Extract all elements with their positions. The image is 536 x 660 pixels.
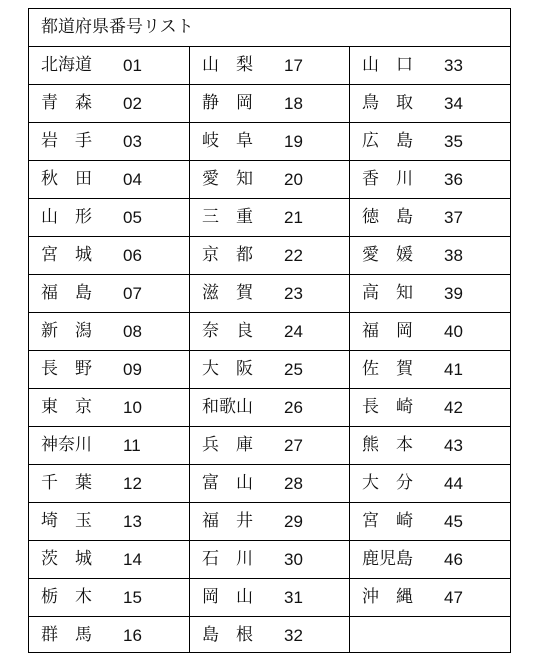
prefecture-cell — [190, 199, 351, 237]
prefecture-number: 22 — [284, 246, 303, 265]
prefecture-name: 福 岡 — [362, 321, 413, 341]
prefecture-cell — [190, 313, 351, 351]
prefecture-number: 15 — [123, 588, 142, 607]
prefecture-name: 青 森 — [41, 93, 92, 113]
prefecture-name: 和歌山 — [202, 397, 253, 417]
prefecture-number: 23 — [284, 284, 303, 303]
prefecture-cell — [29, 161, 190, 199]
prefecture-name: 大 阪 — [202, 359, 253, 379]
prefecture-name: 長 野 — [41, 359, 92, 379]
prefecture-number: 44 — [444, 474, 463, 493]
prefecture-number: 11 — [123, 436, 141, 455]
prefecture-number: 12 — [123, 474, 142, 493]
column-2 — [189, 47, 351, 653]
prefecture-name: 大 分 — [362, 473, 413, 493]
prefecture-name: 山 形 — [41, 207, 92, 227]
prefecture-cell — [190, 389, 351, 427]
prefecture-name: 北海道 — [41, 55, 92, 75]
prefecture-number: 29 — [284, 512, 303, 531]
prefecture-number: 46 — [444, 550, 463, 569]
prefecture-number: 10 — [123, 398, 142, 417]
prefecture-cell — [350, 503, 511, 541]
prefecture-name: 山 梨 — [202, 55, 253, 75]
prefecture-name: 秋 田 — [41, 169, 92, 189]
prefecture-number: 26 — [284, 398, 303, 417]
prefecture-name: 群 馬 — [41, 625, 92, 645]
prefecture-name: 鳥 取 — [362, 93, 413, 113]
prefecture-cell — [29, 199, 190, 237]
prefecture-cell — [350, 579, 511, 617]
prefecture-cell — [350, 123, 511, 161]
prefecture-name: 滋 賀 — [202, 283, 253, 303]
prefecture-cell — [29, 389, 190, 427]
prefecture-name: 沖 縄 — [362, 587, 413, 607]
prefecture-number: 05 — [123, 208, 142, 227]
prefecture-cell — [350, 85, 511, 123]
prefecture-number: 14 — [123, 550, 142, 569]
prefecture-name: 岡 山 — [202, 587, 253, 607]
prefecture-name: 島 根 — [202, 625, 253, 645]
prefecture-number: 19 — [284, 132, 303, 151]
prefecture-name: 長 崎 — [362, 397, 413, 417]
prefecture-cell — [190, 123, 351, 161]
prefecture-number: 04 — [123, 170, 142, 189]
prefecture-name: 佐 賀 — [362, 359, 413, 379]
prefecture-number: 31 — [284, 588, 303, 607]
prefecture-name: 新 潟 — [41, 321, 92, 341]
prefecture-number: 02 — [123, 94, 142, 113]
prefecture-cell — [29, 313, 190, 351]
prefecture-number: 06 — [123, 246, 142, 265]
prefecture-number: 16 — [123, 626, 142, 645]
prefecture-cell — [190, 541, 351, 579]
prefecture-cell — [190, 237, 351, 275]
prefecture-cell — [190, 85, 351, 123]
prefecture-cell — [29, 275, 190, 313]
prefecture-number: 08 — [123, 322, 142, 341]
prefecture-number: 07 — [123, 284, 142, 303]
prefecture-name: 広 島 — [362, 131, 413, 151]
prefecture-number-table — [28, 8, 511, 653]
prefecture-number: 47 — [444, 588, 463, 607]
prefecture-cell — [29, 47, 190, 85]
prefecture-cell — [350, 161, 511, 199]
prefecture-cell — [29, 617, 190, 655]
prefecture-name: 神奈川 — [41, 435, 92, 455]
prefecture-name: 奈 良 — [202, 321, 253, 341]
prefecture-name: 高 知 — [362, 283, 413, 303]
prefecture-name: 東 京 — [41, 397, 92, 417]
prefecture-number: 03 — [123, 132, 142, 151]
prefecture-number: 38 — [444, 246, 463, 265]
column-1 — [29, 47, 190, 653]
prefecture-cell — [350, 199, 511, 237]
table-title: 都道府県番号リスト — [29, 9, 510, 47]
empty-cell — [350, 617, 511, 655]
prefecture-name: 石 川 — [202, 549, 253, 569]
prefecture-name: 徳 島 — [362, 207, 413, 227]
prefecture-name: 岐 阜 — [202, 131, 253, 151]
prefecture-number: 36 — [444, 170, 463, 189]
prefecture-name: 埼 玉 — [41, 511, 92, 531]
prefecture-number: 01 — [123, 56, 142, 75]
prefecture-cell — [29, 123, 190, 161]
prefecture-name: 香 川 — [362, 169, 413, 189]
prefecture-cell — [29, 503, 190, 541]
prefecture-cell — [190, 503, 351, 541]
prefecture-name: 愛 知 — [202, 169, 253, 189]
prefecture-name: 静 岡 — [202, 93, 253, 113]
prefecture-number: 17 — [284, 56, 303, 75]
prefecture-cell — [350, 47, 511, 85]
prefecture-name: 愛 媛 — [362, 245, 413, 265]
prefecture-cell — [350, 275, 511, 313]
prefecture-cell — [190, 617, 351, 655]
prefecture-number: 41 — [444, 360, 463, 379]
prefecture-cell — [29, 85, 190, 123]
prefecture-cell — [29, 465, 190, 503]
prefecture-name: 兵 庫 — [202, 435, 253, 455]
prefecture-cell — [29, 351, 190, 389]
prefecture-name: 富 山 — [202, 473, 253, 493]
prefecture-number: 32 — [284, 626, 303, 645]
prefecture-cell — [190, 465, 351, 503]
prefecture-number: 13 — [123, 512, 142, 531]
prefecture-number: 34 — [444, 94, 463, 113]
prefecture-name: 鹿児島 — [362, 549, 413, 569]
prefecture-cell — [190, 47, 351, 85]
prefecture-number: 40 — [444, 322, 463, 341]
prefecture-number: 24 — [284, 322, 303, 341]
prefecture-cell — [190, 427, 351, 465]
prefecture-name: 京 都 — [202, 245, 253, 265]
prefecture-name: 福 井 — [202, 511, 253, 531]
prefecture-cell — [29, 541, 190, 579]
prefecture-name: 山 口 — [362, 55, 413, 75]
prefecture-name: 茨 城 — [41, 549, 92, 569]
prefecture-number: 18 — [284, 94, 303, 113]
prefecture-name: 福 島 — [41, 283, 92, 303]
prefecture-cell — [29, 579, 190, 617]
prefecture-number: 43 — [444, 436, 463, 455]
prefecture-number: 27 — [284, 436, 303, 455]
prefecture-cell — [29, 427, 190, 465]
prefecture-number: 39 — [444, 284, 463, 303]
prefecture-cell — [350, 389, 511, 427]
prefecture-number: 45 — [444, 512, 463, 531]
prefecture-number: 35 — [444, 132, 463, 151]
prefecture-name: 宮 崎 — [362, 511, 413, 531]
prefecture-number: 28 — [284, 474, 303, 493]
prefecture-name: 岩 手 — [41, 131, 92, 151]
prefecture-cell — [190, 161, 351, 199]
prefecture-cell — [350, 427, 511, 465]
prefecture-cell — [350, 541, 511, 579]
prefecture-number: 37 — [444, 208, 463, 227]
prefecture-cell — [190, 579, 351, 617]
prefecture-name: 熊 本 — [362, 435, 413, 455]
prefecture-number: 09 — [123, 360, 142, 379]
prefecture-name: 宮 城 — [41, 245, 92, 265]
prefecture-cell — [29, 237, 190, 275]
prefecture-number: 30 — [284, 550, 303, 569]
prefecture-name: 千 葉 — [41, 473, 92, 493]
prefecture-number: 33 — [444, 56, 463, 75]
prefecture-cell — [350, 313, 511, 351]
prefecture-number: 42 — [444, 398, 463, 417]
prefecture-number: 20 — [284, 170, 303, 189]
prefecture-cell — [350, 237, 511, 275]
prefecture-cell — [350, 465, 511, 503]
prefecture-number: 21 — [284, 208, 303, 227]
column-3 — [349, 47, 511, 653]
prefecture-name: 栃 木 — [41, 587, 92, 607]
prefecture-name: 三 重 — [202, 207, 253, 227]
prefecture-cell — [350, 351, 511, 389]
prefecture-cell — [190, 351, 351, 389]
prefecture-number: 25 — [284, 360, 303, 379]
prefecture-cell — [190, 275, 351, 313]
